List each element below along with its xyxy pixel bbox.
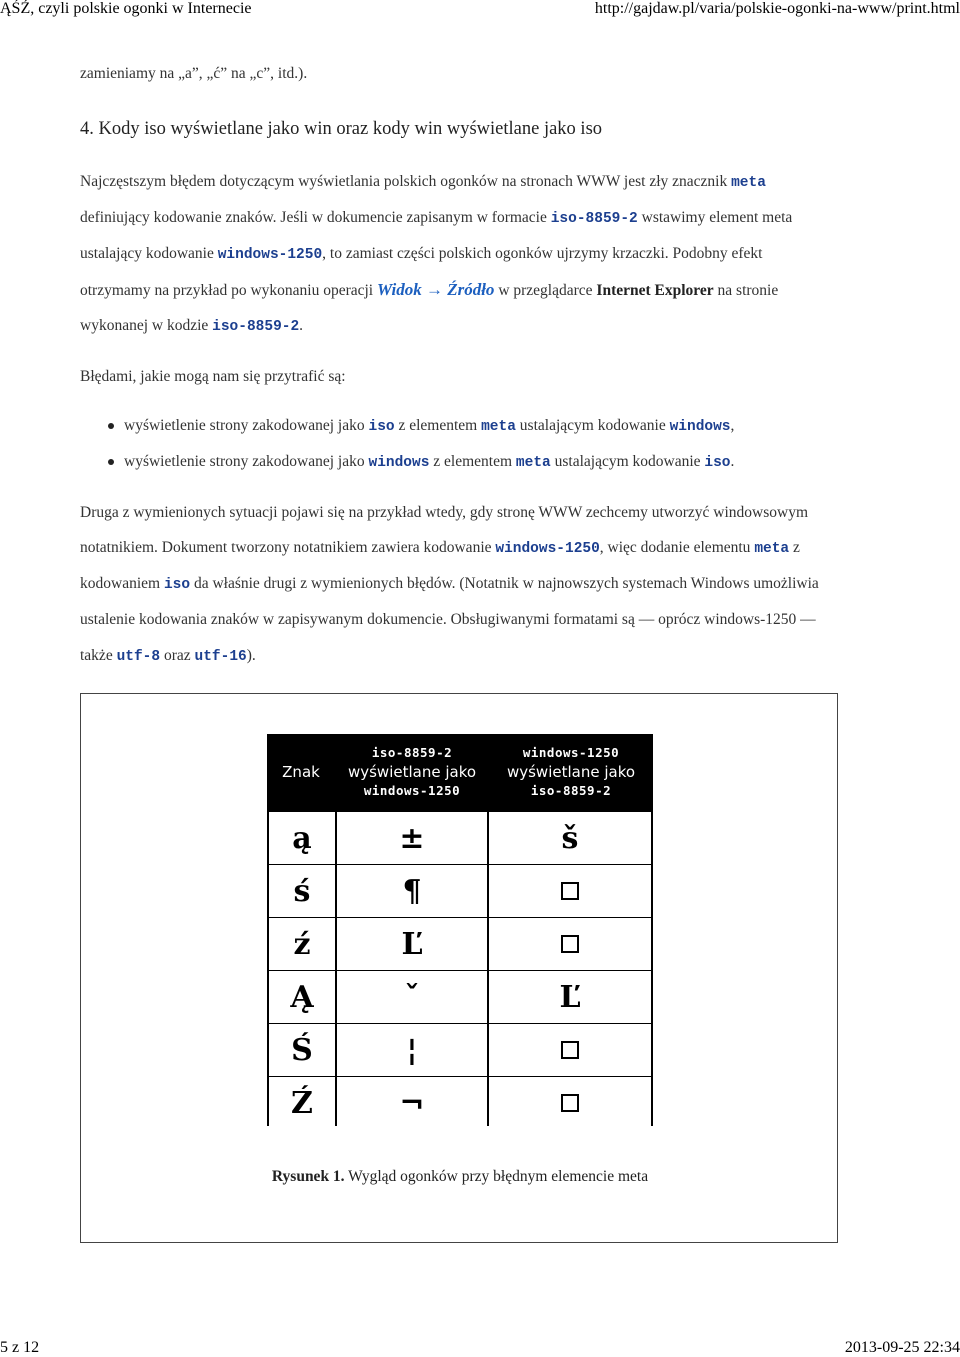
para1-line3: ustalający kodowanie windows-1250, to zamiast części polskich ogonków ujrzymy krzaczki. Podobny efekt: [80, 245, 763, 263]
table-cell-win-as-iso: Ľ: [489, 971, 651, 1023]
table-cell-iso-as-win: ¬: [337, 1077, 487, 1129]
para1-line4: otrzymamy na przykład po wykonaniu operacji Widok → Źródło w przeglądarce Internet Explorer na stronie: [80, 280, 779, 299]
header-win-as-iso: windows-1250 wyświetlane jako iso-8859-2: [506, 745, 636, 798]
code-windows: windows-1250: [217, 247, 323, 263]
header-title: ĄŚŹ, czyli polskie ogonki w Internecie: [0, 0, 252, 17]
table-cell-win-as-iso: [489, 1024, 651, 1076]
para2: Błędami, jakie mogą nam się przytrafić są:: [80, 368, 346, 385]
list-item: wyświetlenie strony zakodowanej jako windows z elementem meta ustalającym kodowanie iso.: [124, 453, 735, 471]
bullet-dot: [108, 423, 114, 429]
para1-line1: Najczęstszym błędem dotyczącym wyświetlania polskich ogonków na stronach WWW jest zły znacznik meta: [80, 173, 766, 191]
footer-datetime: 2013-09-25 22:34: [844, 1339, 960, 1356]
para3-line4: ustalenie kodowania znaków w zapisywanym dokumencie. Obsługiwanymi formatami są — oprócz windows-1250 —: [80, 611, 816, 628]
missing-glyph-box: [561, 1094, 579, 1112]
bullet-dot: [108, 459, 114, 465]
code-iso: iso-8859-2: [550, 211, 638, 227]
table-cell-iso-as-win: ±: [337, 812, 487, 864]
para3-line5: także utf-8 oraz utf-16).: [80, 647, 256, 665]
intro-line: zamieniamy na „a”, „ć” na „c”, itd.).: [80, 65, 308, 82]
missing-glyph-box: [561, 882, 579, 900]
missing-glyph-box: [561, 935, 579, 953]
table-cell-znak: Ź: [269, 1077, 335, 1129]
table-cell-iso-as-win: Ľ: [337, 918, 487, 970]
browser-name: Internet Explorer: [596, 282, 714, 299]
missing-glyph-box: [561, 1041, 579, 1059]
table-cell-znak: ź: [269, 918, 335, 970]
para3-line2: notatnikiem. Dokument tworzony notatnikiem zawiera kodowanie windows-1250, więc dodanie elementu meta z: [80, 539, 800, 557]
code-meta: meta: [731, 175, 766, 191]
table-cell-znak: Ś: [269, 1024, 335, 1076]
table-cell-win-as-iso: š: [489, 812, 651, 864]
table-cell-win-as-iso: [489, 918, 651, 970]
para1-line2: definiujący kodowanie znaków. Jeśli w dokumencie zapisanym w formacie iso-8859-2 wstawimy element meta: [80, 209, 793, 227]
table-cell-znak: ś: [269, 865, 335, 917]
table-cell-iso-as-win: ¦: [337, 1024, 487, 1076]
table-cell-iso-as-win: ˇ: [337, 971, 487, 1023]
figure-caption: Rysunek 1. Wygląd ogonków przy błędnym elemencie meta: [271, 1168, 649, 1185]
table-cell-znak: Ą: [269, 971, 335, 1023]
encoding-table: [267, 734, 653, 1126]
figure-box: [80, 693, 838, 1243]
header-iso-as-win: iso-8859-2 wyświetlane jako windows-1250: [347, 745, 477, 798]
header-znak: Znak: [282, 763, 320, 781]
footer-page: 5 z 12: [0, 1339, 40, 1356]
section-heading: 4. Kody iso wyświetlane jako win oraz kody win wyświetlane jako iso: [80, 119, 603, 139]
menu-path: Widok → Źródło: [377, 280, 495, 299]
list-item: wyświetlenie strony zakodowanej jako iso z elementem meta ustalającym kodowanie windows,: [124, 417, 735, 435]
table-cell-iso-as-win: ¶: [337, 865, 487, 917]
table-cell-win-as-iso: [489, 865, 651, 917]
header-url[interactable]: http://gajdaw.pl/varia/polskie-ogonki-na-www/print.html: [594, 0, 960, 17]
para3-line1: Druga z wymienionych sytuacji pojawi się na przykład wtedy, gdy stronę WWW zechcemy utworzyć windowsowym: [80, 504, 809, 521]
para3-line3: kodowaniem iso da właśnie drugi z wymienionych błędów. (Notatnik w najnowszych systemach Windows umożliwia: [80, 575, 819, 593]
table-cell-win-as-iso: [489, 1077, 651, 1129]
table-cell-znak: ą: [269, 812, 335, 864]
para1-line5: wykonanej w kodzie iso-8859-2.: [80, 317, 304, 335]
code-iso: iso-8859-2: [212, 319, 300, 335]
